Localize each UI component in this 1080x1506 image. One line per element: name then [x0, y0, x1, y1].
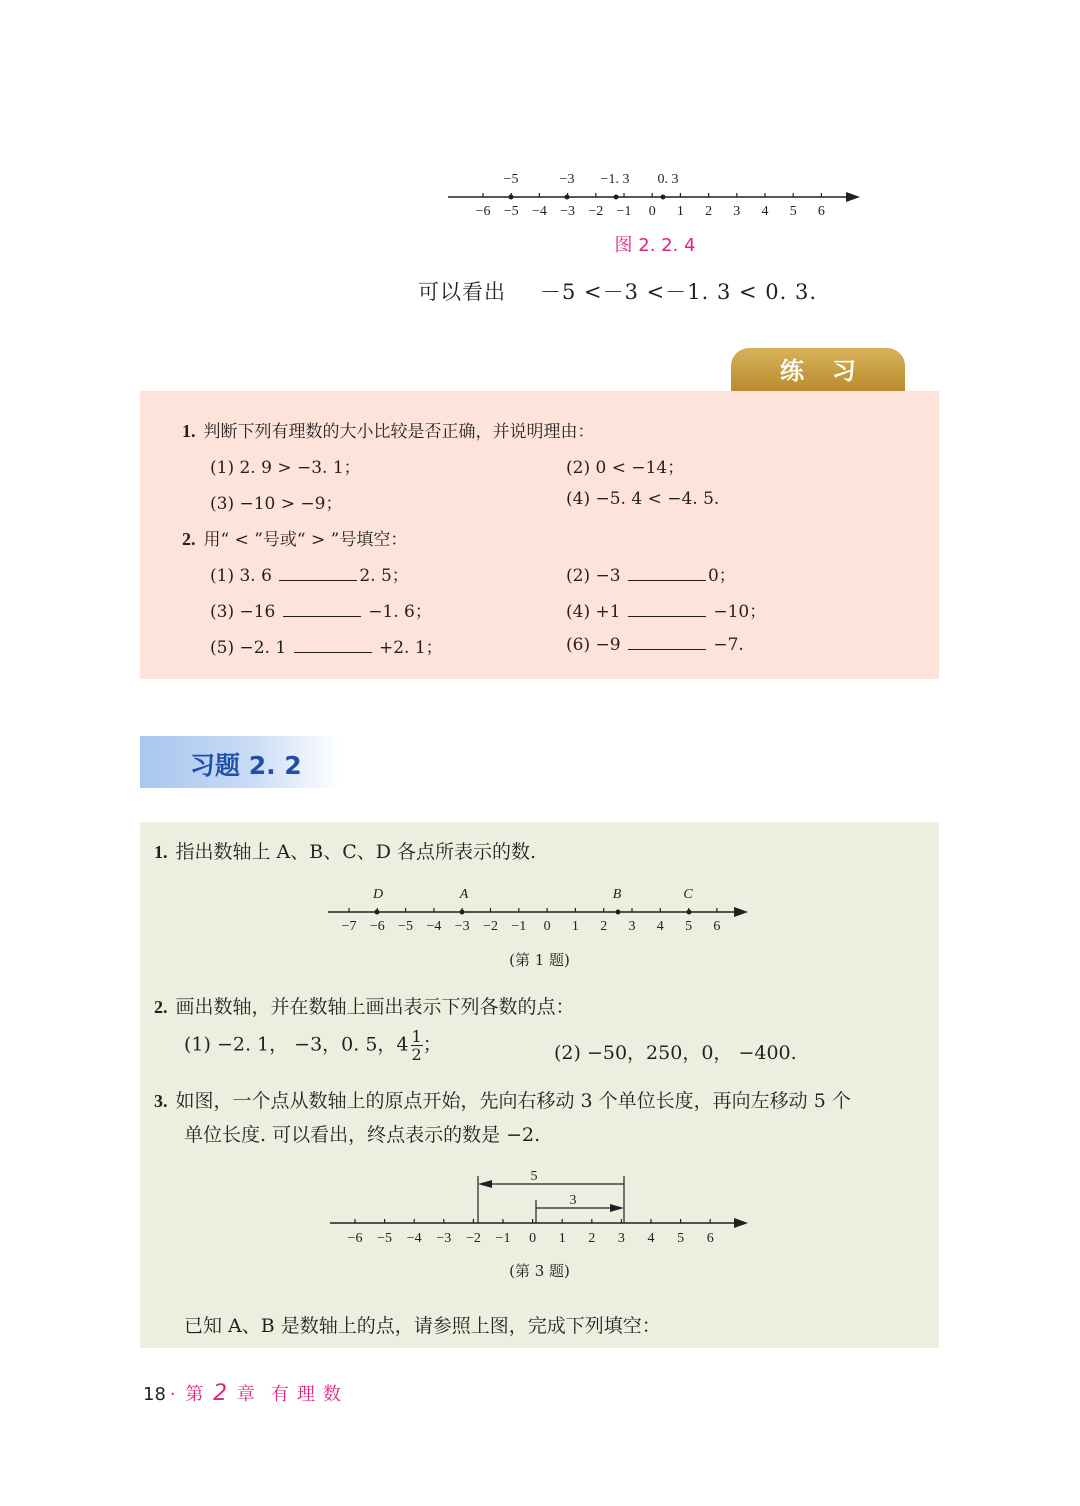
tick-label: −7 — [341, 919, 357, 934]
tick-label: 6 — [817, 204, 825, 219]
fill-blank-item: (3) −16 −1. 6； — [210, 602, 432, 622]
point-dot — [687, 910, 692, 915]
tick-label: −3 — [560, 204, 576, 219]
chapter-label: · 第 2 章 — [169, 1381, 257, 1406]
fill-blank-item: (6) −9 −7. — [566, 635, 744, 655]
figure-caption-q1: (第 1 题) — [509, 951, 570, 969]
question-text: 用“ < ”号或“ > ”号填空： — [203, 530, 408, 550]
tick-label: −5 — [398, 919, 414, 934]
practice-q1 — [182, 417, 595, 442]
question-number: 1. — [182, 421, 196, 441]
tick-label: −6 — [475, 204, 491, 219]
answer-blank[interactable] — [294, 636, 372, 653]
question-text: 如图，一个点从数轴上的原点开始，先向右移动 3 个单位长度，再向左移动 5 个 — [175, 1090, 851, 1112]
exercise-q3 — [154, 1086, 851, 1113]
tick-label: −3 — [454, 919, 470, 934]
practice-q2 — [182, 525, 407, 550]
tick-label: 2 — [600, 919, 608, 934]
exercises-heading-text: 习题 2. 2 — [190, 751, 302, 780]
exercise-q2-part1: (1) −2. 1， −3，0. 5，4 $\frac{1}{2}$ ； — [184, 1027, 442, 1064]
exercise-q3-line2: 单位长度. 可以看出，终点表示的数是 −2. — [184, 1124, 541, 1146]
tick-label: 2 — [705, 204, 713, 219]
chapter-title: 有理数 — [270, 1384, 349, 1405]
point-dot — [616, 910, 621, 915]
fill-blank-item: (1) 3. 6 2. 5； — [210, 566, 409, 586]
comparison-statement — [418, 276, 817, 306]
point-dot — [509, 195, 514, 200]
tick-label: 4 — [761, 204, 769, 219]
tick-label: 1 — [571, 919, 579, 934]
point-dot — [375, 910, 380, 915]
point-dot — [661, 195, 666, 200]
arrow-label-5: 5 — [530, 1169, 538, 1184]
exercises-box — [140, 822, 939, 1348]
practice-tab: 练习 — [731, 348, 905, 392]
question-number: 3. — [154, 1091, 168, 1111]
answer-blank[interactable] — [283, 600, 361, 617]
tick-label: 6 — [706, 1231, 714, 1246]
page-number: 18 — [143, 1384, 166, 1405]
tick-label: 3 — [617, 1231, 625, 1246]
point-dot — [565, 195, 570, 200]
page-footer — [143, 1380, 349, 1406]
tick-label: −4 — [426, 919, 442, 934]
point-label-b: B — [612, 887, 622, 902]
fill-blank-item: (2) −3 0； — [566, 566, 736, 586]
tick-label: 2 — [588, 1231, 596, 1246]
tick-label: −1 — [495, 1231, 511, 1246]
tick-label: 1 — [676, 204, 684, 219]
tick-label: −2 — [465, 1231, 481, 1246]
exercise-q1 — [154, 837, 536, 864]
practice-q1-item: (2) 0 < −14； — [566, 458, 685, 478]
question-text: 指出数轴上 A、B、C、D 各点所表示的数. — [175, 841, 537, 863]
point-dot — [614, 195, 619, 200]
number-line-q3 — [330, 1164, 760, 1248]
tick-label: −4 — [406, 1231, 422, 1246]
comparison-prefix: 可以看出 — [418, 280, 506, 304]
number-line-q1 — [326, 882, 756, 938]
tick-label: −6 — [347, 1231, 363, 1246]
figure-caption-q3: (第 3 题) — [509, 1262, 570, 1280]
question-text: 判断下列有理数的大小比较是否正确，并说明理由： — [203, 422, 595, 442]
point-dot — [460, 910, 465, 915]
tick-label: 4 — [656, 919, 664, 934]
comparison-expression: －5 <－3 <－1. 3 < 0. 3. — [540, 280, 818, 304]
figure-caption: 图 2. 2. 4 — [614, 235, 696, 256]
tick-label: 3 — [733, 204, 741, 219]
arrow-label-3: 3 — [569, 1193, 577, 1208]
practice-q1-item: (3) −10 > −9； — [210, 494, 343, 514]
number-line-figure-224 — [440, 165, 870, 225]
question-number: 2. — [154, 997, 168, 1017]
fill-blank-item: (4) +1 −10； — [566, 602, 767, 622]
question-number: 1. — [154, 842, 168, 862]
tick-label: −5 — [503, 204, 519, 219]
tick-label: 4 — [647, 1231, 655, 1246]
point-label: 0. 3 — [657, 172, 679, 187]
tick-label: 5 — [685, 919, 693, 934]
practice-q1-item: (1) 2. 9 > −3. 1； — [210, 458, 361, 478]
tick-label: −5 — [377, 1231, 393, 1246]
exercise-q3-follow-up: 已知 A、B 是数轴上的点，请参照上图，完成下列填空： — [184, 1315, 661, 1337]
practice-box — [140, 391, 939, 679]
tick-label: 5 — [789, 204, 797, 219]
question-text: 画出数轴，并在数轴上画出表示下列各数的点： — [175, 996, 575, 1018]
question-number: 2. — [182, 529, 196, 549]
tick-label: −6 — [369, 919, 385, 934]
practice-q1-item: (4) −5. 4 < −4. 5. — [566, 489, 720, 509]
tick-label: 6 — [713, 919, 721, 934]
point-label-a: A — [459, 887, 469, 902]
answer-blank[interactable] — [279, 564, 357, 581]
tick-label: 3 — [628, 919, 636, 934]
tick-label: 0 — [648, 204, 656, 219]
tick-label: −4 — [531, 204, 547, 219]
exercise-q2-part2: (2) −50，250，0， −400. — [554, 1042, 797, 1064]
tick-label: 1 — [558, 1231, 566, 1246]
exercises-heading — [140, 736, 340, 788]
point-label-d: D — [372, 887, 384, 902]
point-label-c: C — [683, 887, 693, 902]
tick-label: 0 — [543, 919, 551, 934]
answer-blank[interactable] — [628, 564, 706, 581]
tick-label: 5 — [677, 1231, 685, 1246]
tick-label: 0 — [529, 1231, 537, 1246]
exercise-q2 — [154, 992, 575, 1019]
tick-label: −2 — [483, 919, 498, 934]
point-label: −5 — [503, 172, 519, 187]
point-label: −3 — [559, 172, 575, 187]
tick-label: −2 — [588, 204, 604, 219]
fraction: $\frac{1}{2}$ — [411, 1027, 422, 1064]
fill-blank-item: (5) −2. 1 +2. 1； — [210, 638, 443, 658]
answer-blank[interactable] — [628, 633, 706, 650]
point-label: −1. 3 — [600, 172, 630, 187]
answer-blank[interactable] — [628, 600, 706, 617]
tick-label: −1 — [511, 919, 527, 934]
tick-label: −1 — [616, 204, 632, 219]
tick-label: −3 — [436, 1231, 452, 1246]
